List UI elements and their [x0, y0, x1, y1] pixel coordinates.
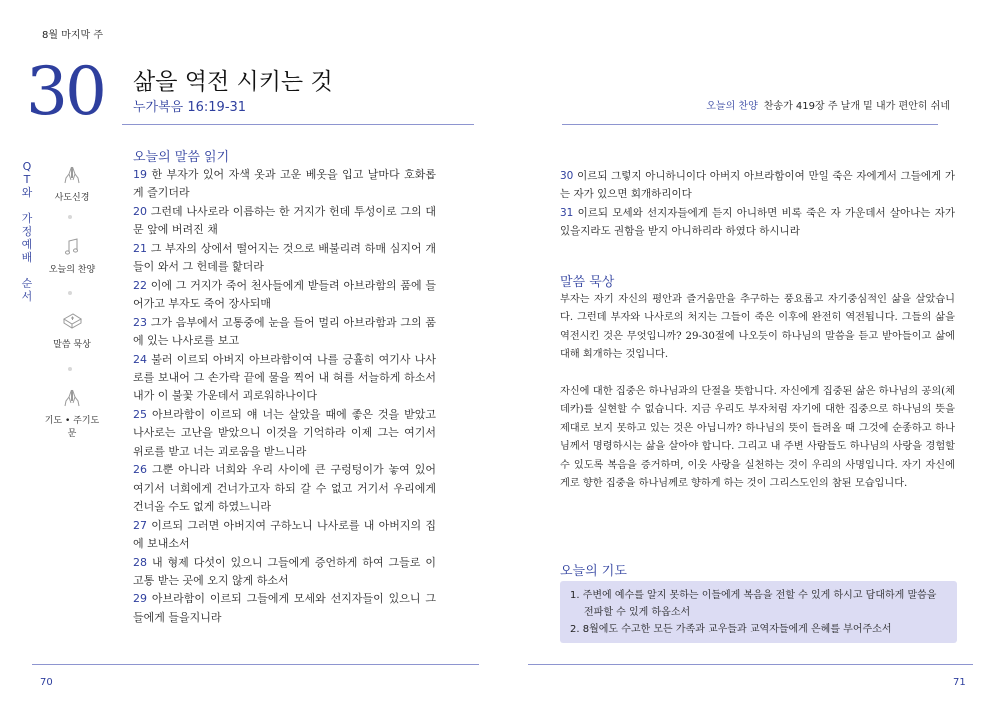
meditation-body	[560, 291, 955, 512]
verse: 27 이르되 그러면 아버지여 구하노니 나사로를 내 아버지의 집에 보내소서	[133, 518, 436, 551]
week-label: 8월 마지막 주	[42, 30, 104, 41]
scripture-reference: 누가복음 16:19-31	[133, 100, 247, 115]
verse: 25 아브라함이 이르되 얘 너는 살았을 때에 좋은 것을 받았고 나사로는 고난을 받았으니 이것을 기억하라 이제 그는 여기서 위로를 받고 너는 괴로움을 받느니라	[133, 407, 437, 458]
footer-divider-left	[32, 664, 479, 665]
page-number-left: 70	[40, 677, 53, 688]
verse: 30 이르되 그렇지 아니하니이다 아버지 아브라함이여 만일 죽은 자에게서 그들에게 가는 자가 있으면 회개하리이다	[560, 170, 955, 201]
verse: 26 그뿐 아니라 너희와 우리 사이에 큰 구렁텅이가 놓여 있어 여기서 너희에게 건너가고자 하되 갈 수 없고 거기서 우리에게 건너올 수도 없게 하였느니라	[133, 463, 437, 514]
verses-left	[133, 166, 436, 627]
praying-hands-icon	[62, 388, 82, 408]
footer-divider-right	[528, 664, 973, 665]
praying-hands-icon	[62, 165, 82, 185]
separator-dot	[68, 367, 72, 371]
sidebar-item-meditation	[42, 312, 102, 350]
verse: 28 내 형제 다섯이 있으니 그들에게 증언하게 하여 그들로 이 고통 받는 곳에 오지 않게 하소서	[133, 555, 437, 587]
verses-right	[560, 167, 955, 241]
page-number-right: 71	[953, 677, 966, 688]
separator-dot	[68, 215, 72, 219]
header-divider-right	[562, 124, 938, 125]
prayer-item: 1. 주변에 예수를 알지 못하는 이들에게 복음을 전할 수 있게 하시고 담대하게 말씀을 전파할 수 있게 하옵소서	[570, 590, 937, 618]
page-title: 삶을 역전 시키는 것	[133, 69, 333, 95]
verse: 24 불러 이르되 아버지 아브라함이여 나를 긍휼히 여기사 나사로를 보내어 그 손가락 끝에 물을 찍어 내 혀를 서늘하게 하소서 내가 이 불꽃 가운데서 괴로워하나이다	[133, 352, 436, 403]
sidebar-item-hymn	[42, 237, 102, 275]
hymn-line	[706, 97, 950, 112]
meditation-paragraph: 자신에 대한 집중은 하나님과의 단절을 뜻합니다. 자신에게 집중된 삶은 하나님의 공의(체데카)를 실현할 수 없습니다. 지금 우리도 부자처럼 자기에 대한 집중으로 하나님의 뜻을 제대로 보지 못하고 있는 것은 아닙니까? 하나님의 뜻이 들려올 때 그것에 순종하고 하나님께서 명령하시는 삶을 살아야 합니다. 그리고 내 주변 사람들도 하나님의 사랑을 경험할 수 있도록 복음을 증거하며, 이웃 사랑을 실천하는 것이 우리의 사명입니다. 자기 자신에게로 향한 집중을 하나님께로 향하게 하는 것이 그리스도인의 참된 모습입니다.	[560, 386, 955, 490]
verse: 31 이르되 모세와 선지자들에게 듣지 아니하면 비록 죽은 자 가운데서 살아나는 자가 있을지라도 권함을 받지 아니하리라 하였다 하시니라	[560, 206, 955, 238]
verse: 21 그 부자의 상에서 떨어지는 것으로 배불리려 하매 심지어 개들이 와서 그 헌데를 핥더라	[133, 241, 436, 274]
meditation-paragraph: 부자는 자기 자신의 평안과 즐거움만을 추구하는 풍요롭고 자기중심적인 삶을 살았습니다. 그런데 부자와 나사로의 처지는 그들이 죽은 이후에 완전히 역전됩니다. 그들의 삶을 역전시킨 것은 무엇입니까? 29-30절에 나오듯이 하나님의 말씀을 듣고 받아들이고 삶에 대해 회개하는 것입니다.	[560, 294, 955, 361]
prayer-box	[560, 581, 957, 643]
sidebar-item-label: 기도 • 주기도문	[44, 416, 100, 439]
sidebar-item-label: 말씀 묵상	[53, 340, 91, 350]
hymn-label: 오늘의 찬양	[706, 101, 758, 112]
hymn-text: 찬송가 419장 주 날개 밑 내가 편안히 쉬네	[763, 101, 950, 112]
sidebar-item-label: 사도신경	[54, 193, 90, 203]
verse: 19 한 부자가 있어 자색 옷과 고운 베옷을 입고 날마다 호화롭게 즐기더라	[133, 168, 436, 200]
verse: 22 이에 그 거지가 죽어 천사들에게 받들려 아브라함의 품에 들어가고 부자도 죽어 장사되매	[133, 278, 436, 311]
bible-book-icon	[61, 312, 83, 332]
verse: 29 아브라함이 이르되 그들에게 모세와 선지자들이 있으니 그들에게 들을지니라	[133, 592, 436, 624]
sidebar-item-creed	[42, 165, 102, 203]
qt-order-vertical-label: Q T 와 가 정 예 배 순 서	[21, 160, 33, 303]
reading-heading: 오늘의 말씀 읽기	[133, 150, 230, 165]
verse: 20 그런데 나사로라 이름하는 한 거지가 헌데 투성이로 그의 대문 앞에 버려진 채	[133, 204, 436, 237]
music-note-icon	[62, 237, 82, 257]
prayer-heading: 오늘의 기도	[560, 564, 627, 579]
separator-dot	[68, 291, 72, 295]
sidebar-item-label: 오늘의 찬양	[48, 265, 96, 275]
verse: 23 그가 음부에서 고통중에 눈을 들어 멀리 아브라함과 그의 품에 있는 나사로를 보고	[133, 315, 436, 348]
sidebar-item-prayer	[42, 388, 102, 439]
day-number: 30	[26, 53, 104, 130]
meditation-heading: 말씀 묵상	[560, 275, 615, 290]
prayer-item: 2. 8월에도 수고한 모든 가족과 교우들과 교역자들에게 은혜를 부어주소서	[570, 624, 892, 635]
header-divider-left	[122, 124, 474, 125]
